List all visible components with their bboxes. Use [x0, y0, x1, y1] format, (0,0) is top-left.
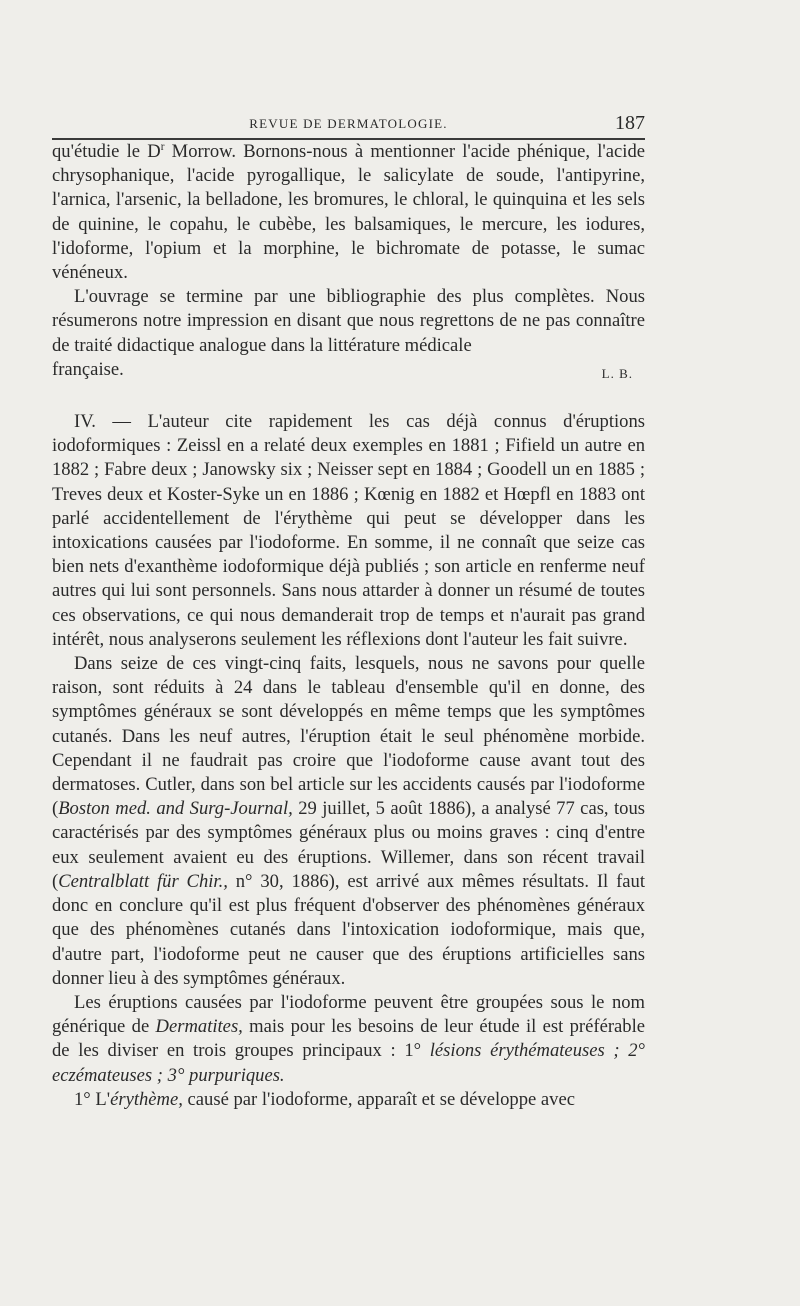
paragraph-2 — [52, 285, 645, 358]
page-number: 187 — [615, 112, 645, 134]
body-text — [52, 140, 645, 1112]
page-header — [52, 112, 645, 140]
paragraph-1 — [52, 140, 645, 285]
p4-text-c: n° 30, 1886), est arrivé aux mêmes résultats. Il faut donc en conclure qu'il est plus fréquent d'observer des phénomènes généraux que des phénomènes cutanés dans l'intoxication iodoformique, mais que, d'autre part, l'iodoforme peut ne causer que des éruptions artificielles sans donner lieu à des symptômes généraux. — [52, 870, 645, 989]
p5-groups-italic: lésions érythémateuses ; 2° eczémateuses ; 3° purpuriques. — [52, 1040, 645, 1086]
paragraph-6 — [52, 1088, 645, 1112]
p5-text-b: mais pour les besoins de leur étude il est préférable de les diviser en trois groupes principaux : 1° — [52, 1016, 645, 1062]
p6-erytheme: érythème, — [110, 1088, 183, 1110]
p1-superscript: r — [160, 140, 165, 153]
signature: L. B. — [601, 365, 633, 381]
p4-citation-boston: Boston med. and Surg-Journal, — [58, 798, 293, 820]
paragraph-4 — [52, 652, 645, 991]
running-title: REVUE DE DERMATOLOGIE. — [249, 116, 448, 131]
p6-text-a: 1° L' — [74, 1088, 111, 1110]
p4-citation-centralblatt: Centralblatt für Chir., — [58, 870, 228, 892]
p3-text: IV. — L'auteur cite rapidement les cas déjà connus d'éruptions iodoformiques : Zeissl en a relaté deux exemples en 1881 ; Fifield un autre en 1882 ; Fabre deux ; Janowsky six ; Neisser sept en 1884 ; Goodell un en 1885 ; Treves deux et Koster-Syke un en 1886 ; Kœnig en 1882 et Hœpfl en 1883 ont parlé accidentellement de l'érythème qui peut se développer dans les intoxications causées par l'iodoforme. En somme, il ne connaît que seize cas bien nets d'exanthème iodoformique déjà publiés ; son article en renferme neuf autres qui lui sont personnels. Sans nous attarder à donner un résumé de toutes ces observations, ce qui nous demanderait trop de temps et n'aurait pas grand intérêt, nous analyserons seulement les réflexions dont l'auteur les fait suivre. — [52, 411, 645, 650]
signature-line — [52, 358, 645, 386]
paragraph-3 — [52, 410, 645, 652]
p2-last-word: française. — [52, 358, 124, 380]
p4-text-b: 29 juillet, 5 août 1886), a analysé 77 cas, tous caractérisés par des symptômes généraux plus ou moins graves : cinq d'entre eux seulement avaient eu des éruptions. Willemer, dans son récent travail ( — [52, 798, 645, 892]
p5-dermatites: Dermatites, — [155, 1016, 243, 1038]
p6-text-b: causé par l'iodoforme, apparaît et se développe avec — [182, 1088, 575, 1110]
p1-text-a: qu'étudie le D — [52, 141, 161, 162]
p1-text-b: Morrow. Bornons-nous à mentionner l'acide phénique, l'acide chrysophanique, l'acide pyrogallique, le salicylate de soude, l'antipyrine, l'arnica, l'arsenic, la belladone, les bromures, le chloral, le quinquina et les sels de quinine, le copahu, le cubèbe, les balsamiques, le mercure, les iodures, l'idoforme, l'opium et la morphine, le bichromate de potasse, le sumac vénéneux. — [52, 141, 645, 284]
paragraph-5 — [52, 991, 645, 1088]
p5-text-a: Les éruptions causées par l'iodoforme peuvent être groupées sous le nom générique de — [52, 991, 645, 1038]
section-gap — [52, 386, 645, 410]
p2-text: L'ouvrage se termine par une bibliographie des plus complètes. Nous résumerons notre impression en disant que nous regrettons de ne pas connaître de traité didactique analogue dans la littérature médicale — [52, 286, 645, 356]
p4-text-a: Dans seize de ces vingt-cinq faits, lesquels, nous ne savons pour quelle raison, sont réduits à 24 dans le tableau d'ensemble qu'il en donne, des symptômes généraux se sont développés en même temps que les symptômes cutanés. Dans les neuf autres, l'éruption était le seul phénomène morbide. Cependant il ne faudrait pas croire que l'iodoforme cause avant tout des dermatoses. Cutler, dans son bel article sur les accidents causés par l'iodoforme ( — [52, 653, 645, 820]
